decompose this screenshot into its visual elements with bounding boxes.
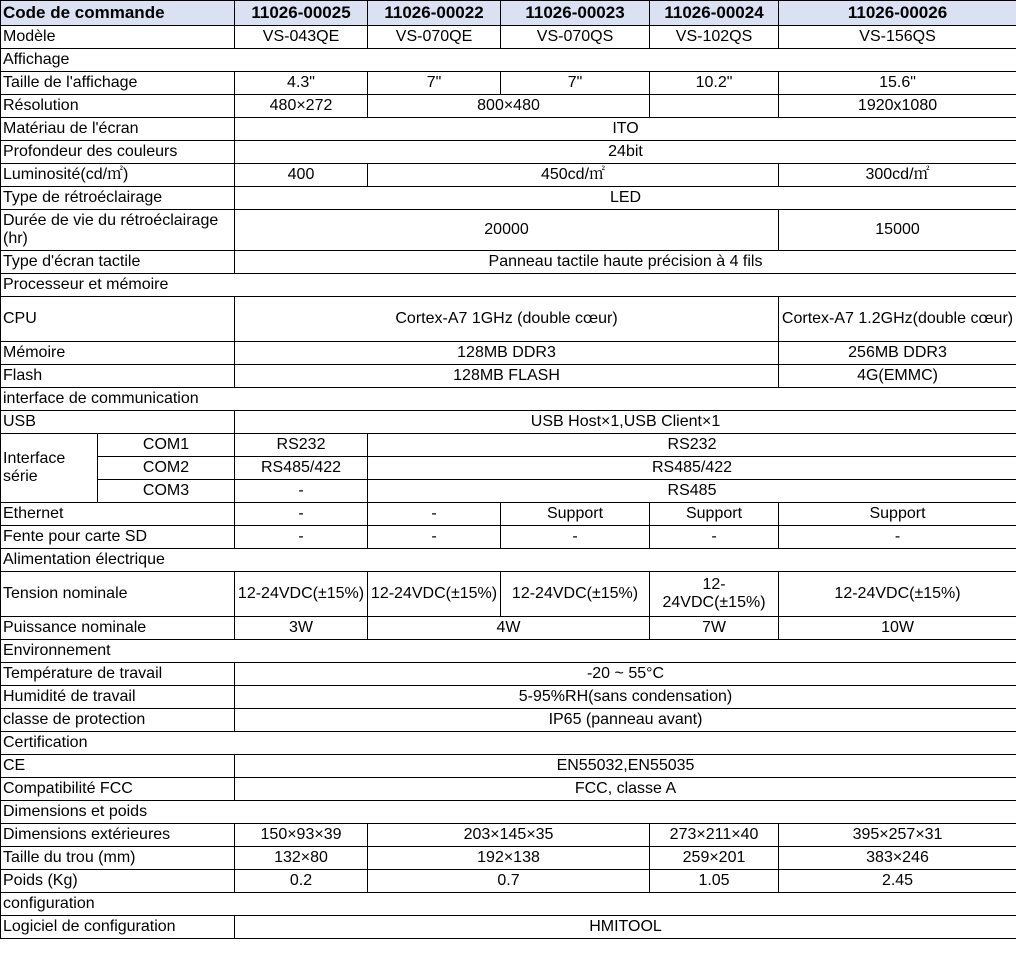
section-row	[1, 49, 1016, 72]
section-heading: Alimentation électrique	[1, 549, 1016, 572]
cell-value: 400	[235, 164, 368, 187]
cell-value: 0.7	[368, 870, 650, 893]
cell-value: RS232	[368, 434, 1016, 457]
table-row	[1, 847, 1016, 870]
table-row	[1, 824, 1016, 847]
cell-value: HMITOOL	[235, 916, 1016, 939]
table-row	[1, 572, 1016, 617]
cell-value: 256MB DDR3	[779, 342, 1016, 365]
cell-value: 128MB DDR3	[235, 342, 779, 365]
cell-value: 5-95%RH(sans condensation)	[235, 686, 1016, 709]
cell-value: VS-156QS	[779, 26, 1016, 49]
cell-value: 300cd/㎡	[779, 164, 1016, 187]
header-row	[1, 1, 1016, 26]
cell-value: Support	[650, 503, 779, 526]
table-row	[1, 755, 1016, 778]
table-row	[1, 342, 1016, 365]
cell-value: -	[779, 526, 1016, 549]
table-row	[1, 457, 1016, 480]
cell-value: 24bit	[235, 141, 1016, 164]
cell-value: 150×93×39	[235, 824, 368, 847]
row-label: CE	[1, 755, 235, 778]
cell-value: 20000	[235, 210, 779, 251]
row-label: Flash	[1, 365, 235, 388]
cell-value: VS-043QE	[235, 26, 368, 49]
section-row	[1, 801, 1016, 824]
port-label: COM1	[98, 434, 235, 457]
table-row	[1, 686, 1016, 709]
cell-value: 450cd/㎡	[368, 164, 779, 187]
cell-value: 273×211×40	[650, 824, 779, 847]
cell-value: 259×201	[650, 847, 779, 870]
row-label: Logiciel de configuration	[1, 916, 235, 939]
section-heading: Processeur et mémoire	[1, 274, 1016, 297]
order-code: 11026-00023	[501, 1, 650, 26]
cell-value: 2.45	[779, 870, 1016, 893]
section-heading: configuration	[1, 893, 1016, 916]
cell-value: RS485/422	[368, 457, 1016, 480]
table-row	[1, 72, 1016, 95]
row-label: Fente pour carte SD	[1, 526, 235, 549]
cell-value: 128MB FLASH	[235, 365, 779, 388]
port-label: COM3	[98, 480, 235, 503]
cell-value: FCC, classe A	[235, 778, 1016, 801]
row-label: Type d'écran tactile	[1, 251, 235, 274]
table-row	[1, 916, 1016, 939]
table-row	[1, 210, 1016, 251]
cell-value: 10.2"	[650, 72, 779, 95]
cell-value: ITO	[235, 118, 1016, 141]
cell-value: IP65 (panneau avant)	[235, 709, 1016, 732]
row-label: Profondeur des couleurs	[1, 141, 235, 164]
order-code-label: Code de commande	[1, 1, 235, 26]
row-label: Dimensions extérieures	[1, 824, 235, 847]
cell-value: 15.6"	[779, 72, 1016, 95]
port-label: COM2	[98, 457, 235, 480]
cell-value: EN55032,EN55035	[235, 755, 1016, 778]
cell-value: Cortex-A7 1GHz (double cœur)	[235, 297, 779, 342]
cell-value: 12-24VDC(±15%)	[779, 572, 1016, 617]
cell-value: RS485	[368, 480, 1016, 503]
cell-value: 12-24VDC(±15%)	[650, 572, 779, 617]
cell-value: 4W	[368, 617, 650, 640]
cell-value: Support	[779, 503, 1016, 526]
row-label: Mémoire	[1, 342, 235, 365]
row-label: CPU	[1, 297, 235, 342]
row-label: Ethernet	[1, 503, 235, 526]
cell-value: 395×257×31	[779, 824, 1016, 847]
table-row	[1, 526, 1016, 549]
cell-value: 12-24VDC(±15%)	[235, 572, 368, 617]
row-label: USB	[1, 411, 235, 434]
order-code: 11026-00022	[368, 1, 501, 26]
order-code: 11026-00026	[779, 1, 1016, 26]
cell-value: 10W	[779, 617, 1016, 640]
table-row	[1, 434, 1016, 457]
cell-value	[650, 95, 779, 118]
table-row	[1, 164, 1016, 187]
table-row	[1, 118, 1016, 141]
table-row	[1, 26, 1016, 49]
section-heading: Certification	[1, 732, 1016, 755]
order-code: 11026-00024	[650, 1, 779, 26]
row-label: Luminosité(cd/㎡)	[1, 164, 235, 187]
row-label: Température de travail	[1, 663, 235, 686]
row-label: classe de protection	[1, 709, 235, 732]
row-label: Résolution	[1, 95, 235, 118]
table-row	[1, 187, 1016, 210]
table-row	[1, 95, 1016, 118]
cell-value: LED	[235, 187, 1016, 210]
row-label: Matériau de l'écran	[1, 118, 235, 141]
row-label: Durée de vie du rétroéclairage (hr)	[1, 210, 235, 251]
cell-value: -	[501, 526, 650, 549]
row-label: Modèle	[1, 26, 235, 49]
row-label: Interface série	[1, 434, 98, 503]
cell-value: 800×480	[368, 95, 650, 118]
cell-value: VS-070QE	[368, 26, 501, 49]
cell-value: 1.05	[650, 870, 779, 893]
table-row	[1, 503, 1016, 526]
row-label: Taille du trou (mm)	[1, 847, 235, 870]
cell-value: -	[368, 503, 501, 526]
cell-value: 12-24VDC(±15%)	[368, 572, 501, 617]
cell-value: Panneau tactile haute précision à 4 fils	[235, 251, 1016, 274]
cell-value: 383×246	[779, 847, 1016, 870]
cell-value: 3W	[235, 617, 368, 640]
row-label: Tension nominale	[1, 572, 235, 617]
cell-value: -20 ~ 55°C	[235, 663, 1016, 686]
row-label: Puissance nominale	[1, 617, 235, 640]
section-heading: Environnement	[1, 640, 1016, 663]
cell-value: 4G(EMMC)	[779, 365, 1016, 388]
cell-value: -	[235, 480, 368, 503]
cell-value: VS-070QS	[501, 26, 650, 49]
cell-value: 7"	[501, 72, 650, 95]
table-row	[1, 411, 1016, 434]
cell-value: VS-102QS	[650, 26, 779, 49]
cell-value: -	[235, 526, 368, 549]
cell-value: 15000	[779, 210, 1016, 251]
cell-value: Cortex-A7 1.2GHz(double cœur)	[779, 297, 1016, 342]
cell-value: 7W	[650, 617, 779, 640]
table-row	[1, 141, 1016, 164]
cell-value: -	[650, 526, 779, 549]
section-row	[1, 388, 1016, 411]
cell-value: 480×272	[235, 95, 368, 118]
section-row	[1, 732, 1016, 755]
section-row	[1, 549, 1016, 572]
table-row	[1, 297, 1016, 342]
cell-value: 1920x1080	[779, 95, 1016, 118]
table-row	[1, 251, 1016, 274]
table-row	[1, 663, 1016, 686]
section-row	[1, 893, 1016, 916]
cell-value: 4.3"	[235, 72, 368, 95]
table-row	[1, 617, 1016, 640]
table-row	[1, 709, 1016, 732]
row-label: Humidité de travail	[1, 686, 235, 709]
table-row	[1, 480, 1016, 503]
section-row	[1, 274, 1016, 297]
cell-value: RS485/422	[235, 457, 368, 480]
section-heading: interface de communication	[1, 388, 1016, 411]
row-label: Taille de l'affichage	[1, 72, 235, 95]
cell-value: USB Host×1,USB Client×1	[235, 411, 1016, 434]
table-row	[1, 778, 1016, 801]
row-label: Compatibilité FCC	[1, 778, 235, 801]
cell-value: Support	[501, 503, 650, 526]
row-label: Poids (Kg)	[1, 870, 235, 893]
table-row	[1, 870, 1016, 893]
cell-value: 0.2	[235, 870, 368, 893]
section-heading: Affichage	[1, 49, 1016, 72]
cell-value: 203×145×35	[368, 824, 650, 847]
cell-value: 7"	[368, 72, 501, 95]
section-row	[1, 640, 1016, 663]
cell-value: 12-24VDC(±15%)	[501, 572, 650, 617]
cell-value: 132×80	[235, 847, 368, 870]
order-code: 11026-00025	[235, 1, 368, 26]
row-label: Type de rétroéclairage	[1, 187, 235, 210]
cell-value: 192×138	[368, 847, 650, 870]
cell-value: RS232	[235, 434, 368, 457]
cell-value: -	[235, 503, 368, 526]
table-row	[1, 365, 1016, 388]
cell-value: -	[368, 526, 501, 549]
section-heading: Dimensions et poids	[1, 801, 1016, 824]
